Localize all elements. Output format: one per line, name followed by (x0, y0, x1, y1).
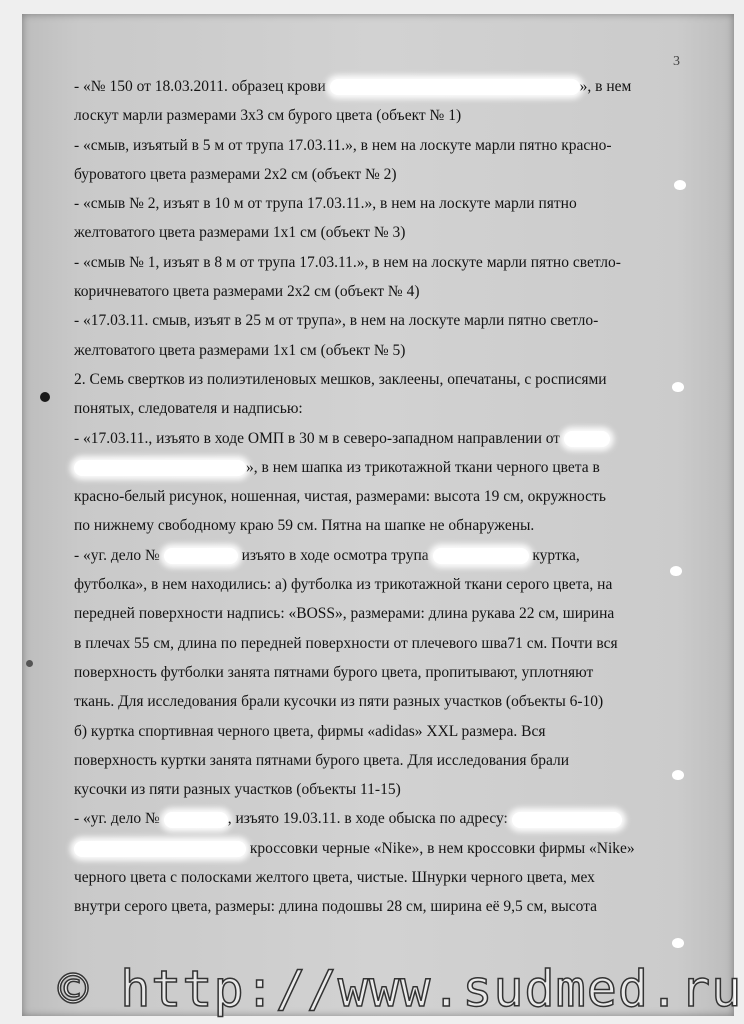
text-line: 2. Семь свертков из полиэтиленовых мешков, заклеены, опечатаны, с росписями (74, 370, 607, 388)
document-body (74, 72, 688, 922)
text-line: - «уг. дело № изъято в ходе осмотра трупа куртка, (74, 546, 580, 564)
redaction-blur (164, 548, 238, 564)
binder-hole-mark (40, 392, 50, 402)
text-line: передней поверхности надпись: «BOSS», размерами: длина рукава 22 см, ширина (74, 605, 615, 623)
text-line: - «смыв, изъятый в 5 м от трупа 17.03.11.», в нем на лоскуте марли пятно красно- (74, 136, 612, 154)
text-line: буроватого цвета размерами 2х2 см (объект № 2) (74, 165, 397, 183)
text-line: внутри серого цвета, размеры: длина подошвы 28 см, ширина её 9,5 см, высота (74, 898, 598, 916)
redaction-blur (74, 841, 246, 857)
page-number: 3 (673, 54, 680, 69)
text-line: в плечах 55 см, длина по передней поверхности от плечевого шва71 см. Почти вся (74, 634, 618, 652)
redaction-blur (433, 548, 529, 564)
watermark-text: © http://www.sudmed.ru (58, 960, 743, 1018)
redaction-blur (512, 812, 622, 828)
text-line: - «17.03.11., изъято в ходе ОМП в 30 м в северо-западном направлении от (74, 424, 688, 453)
text-line: - «смыв № 1, изъят в 8 м от трупа 17.03.11.», в нем на лоскуте марли пятно светло- (74, 253, 621, 271)
text-line: поверхность футболки занята пятнами бурого цвета, пропитывают, уплотняют (74, 663, 594, 681)
text-line: желтоватого цвета размерами 1х1 см (объект № 3) (74, 224, 406, 242)
text-line: - «уг. дело № , изъято 19.03.11. в ходе обыска по адресу: (74, 804, 688, 833)
text-line: б) куртка спортивная черного цвета, фирмы «adidas» XXL размера. Вся (74, 722, 546, 740)
text-line: ткань. Для исследования брали кусочки из пяти разных участков (объекты 6-10) (74, 693, 604, 711)
text-line: кроссовки черные «Nike», в нем кроссовки фирмы «Nike» (74, 834, 688, 863)
text-line: по нижнему свободному краю 59 см. Пятна на шапке не обнаружены. (74, 517, 535, 535)
text-line: желтоватого цвета размерами 1х1 см (объект № 5) (74, 341, 406, 359)
text-line: черного цвета с полосками желтого цвета, чистые. Шнурки черного цвета, мех (74, 869, 595, 887)
scan-speck (670, 566, 682, 576)
redaction-blur (330, 79, 580, 95)
redaction-blur (74, 460, 246, 476)
text-line: - «17.03.11. смыв, изъят в 25 м от трупа», в нем на лоскуте марли пятно светло- (74, 312, 599, 330)
text-line: поверхность куртки занята пятнами бурого цвета. Для исследования брали (74, 751, 570, 769)
text-line: понятых, следователя и надписью: (74, 400, 303, 418)
binder-hole-mark (26, 660, 33, 667)
scan-speck (674, 180, 686, 190)
scan-speck (672, 382, 684, 392)
scanned-page (22, 14, 743, 1018)
text-line: коричневатого цвета размерами 2х2 см (объект № 4) (74, 283, 420, 301)
text-line: - «№ 150 от 18.03.2011. образец крови », в нем (74, 78, 632, 95)
scan-speck (672, 770, 684, 780)
text-line: - «смыв № 2, изъят в 10 м от трупа 17.03.11.», в нем на лоскуте марли пятно (74, 195, 577, 213)
text-line: красно-белый рисунок, ношенная, чистая, размерами: высота 19 см, окружность (74, 488, 606, 506)
text-line: футболка», в нем находились: а) футболка из трикотажной ткани серого цвета, на (74, 576, 613, 594)
scan-speck (672, 938, 684, 948)
redaction-blur (564, 431, 610, 447)
text-line: кусочки из пяти разных участков (объекты 11-15) (74, 781, 401, 799)
text-line: », в нем шапка из трикотажной ткани черного цвета в (74, 453, 688, 482)
redaction-blur (164, 812, 228, 828)
text-line: лоскут марли размерами 3х3 см бурого цвета (объект № 1) (74, 107, 462, 125)
